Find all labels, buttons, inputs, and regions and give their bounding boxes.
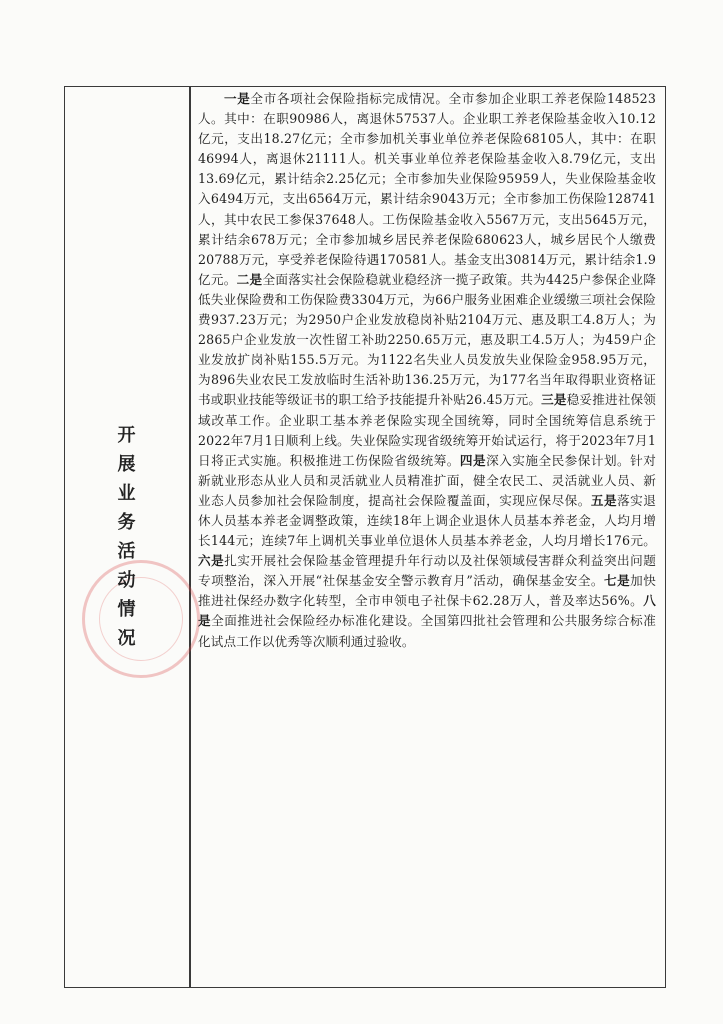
section-label: 开展业务活动情况 <box>117 425 136 649</box>
point-3-marker: 三是 <box>541 392 567 408</box>
point-7-text: 加快推进社保经办数字化转型，全市申领电子社保卡62.28万人，普及率达56%。 <box>198 573 656 609</box>
point-8-text: 全面推进社会保险经办标准化建设。全国第四批社会管理和公共服务综合标准化试点工作以优秀等次顺利通过验收。 <box>198 613 656 649</box>
point-5-marker: 五是 <box>590 492 618 508</box>
point-6-marker: 六是 <box>198 553 225 569</box>
point-1-text: 全市各项社会保险指标完成情况。全市参加企业职工养老保险148523人。其中：在职90986人，离退休57537人。企业职工养老保险基金收入10.12亿元，支出18.27亿元；全市参加机关事业单位养老保险68105人，其中：在职46994人，离退休21111人。机关事业单位养老保险基金收入8.79亿元，支出13.69亿元，累计结余2.25亿元；全市参加失业保险95959人，失业保险基金收入6494万元，支出6564万元，累计结余9043万元；全市参加工伤保险128741人，其中农民工参保37648人。工伤保险基金收入5567万元，支出5645万元，累计结余678万元；全市参加城乡居民养老保险680623人，城乡居民个人缴费20788万元，享受养老保险待遇170581人。基金支出30814万元，累计结余1.9亿元。 <box>198 91 656 287</box>
body-paragraph <box>198 89 656 652</box>
point-2-marker: 二是 <box>236 271 263 287</box>
label-column <box>64 86 189 988</box>
point-4-marker: 四是 <box>459 452 487 468</box>
point-1-marker: 一是 <box>224 91 251 106</box>
point-5-text: 落实退休人员基本养老金调整政策，连续18年上调企业退休人员基本养老金，人均月增长144元；连续7年上调机关事业单位退休人员基本养老金，人均月增长176元。 <box>198 492 656 549</box>
point-8-marker: 八是 <box>198 593 656 629</box>
column-divider <box>189 86 191 988</box>
point-6-text: 扎实开展社会保险基金管理提升年行动以及社保领域侵害群众利益突出问题专项整治，深入开展“社保基金安全警示教育月”活动，确保基金安全。 <box>198 553 656 589</box>
point-3-text: 稳妥推进社保领域改革工作。企业职工基本养老保险实现全国统筹，同时全国统筹信息系统于2022年7月1日顺利上线。失业保险实现省级统筹开始试运行，将于2023年7月1日将正式实施。积极推进工伤保险省级统筹。 <box>198 392 656 468</box>
point-2-text: 全面落实社会保险稳就业稳经济一揽子政策。共为4425户参保企业降低失业保险费和工伤保险费3304万元，为66户服务业困难企业缓缴三项社会保险费937.23万元；为2950户企业发放稳岗补贴2104万元、惠及职工4.8万人；为2865户企业发放一次性留工补助2250.65万元，惠及职工4.5万人；为459户企业发放扩岗补贴155.5万元。为1122名失业人员发放失业保险金958.95万元，为896失业农民工发放临时生活补助136.25万元，为177名当年取得职业资格证书或职业技能等级证书的职工给予技能提升补贴26.45万元。 <box>198 271 656 408</box>
content-cell <box>198 89 656 652</box>
point-7-marker: 七是 <box>604 573 631 589</box>
point-4-text: 深入实施全民参保计划。针对新就业形态从业人员和灵活就业人员精准扩面，健全农民工、灵活就业人员、新业态人员参加社会保险制度，提高社会保险覆盖面，实现应保尽保。 <box>198 452 656 508</box>
